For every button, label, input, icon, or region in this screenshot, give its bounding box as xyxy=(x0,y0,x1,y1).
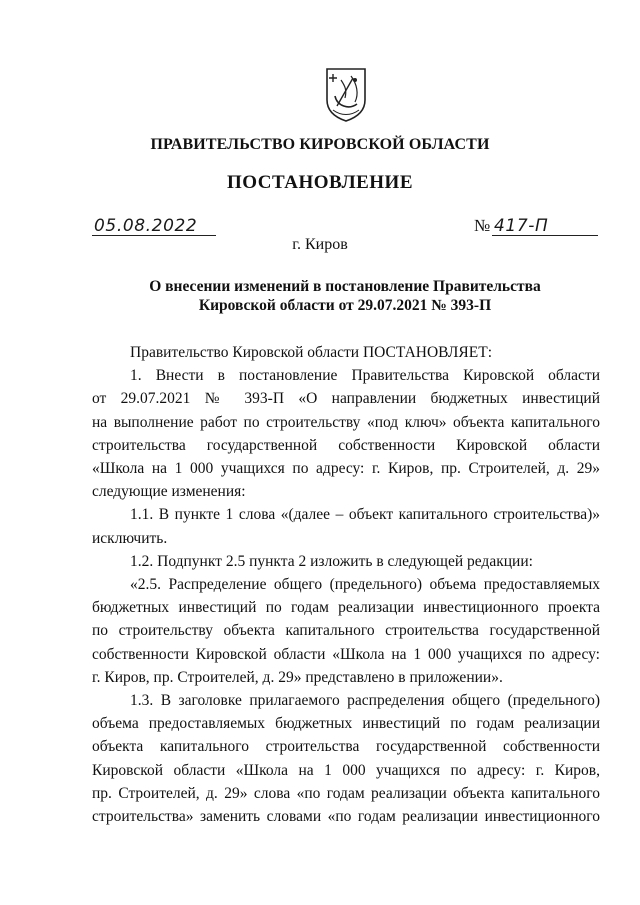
handwritten-number: 417-П xyxy=(494,216,549,236)
document-body xyxy=(92,341,600,828)
paragraph-1-line: от 29.07.2021 № 393-П «О направлении бюджетных инвестиций xyxy=(92,390,600,408)
paragraph-1-3 xyxy=(92,689,600,712)
paragraph-1-line: строительства государственной собственности Кировской области xyxy=(92,436,600,454)
paragraph-1-line: следующие изменения: xyxy=(92,483,246,501)
paragraph-1-1-line: исключить. xyxy=(92,529,168,547)
paragraph-2-5-line: «2.5. Распределение общего (предельного) объема предоставляемых xyxy=(130,576,600,594)
paragraph-2-5-line: по строительству объекта капитального строительства государственной xyxy=(92,622,600,640)
paragraph-1-3-line: объекта капитального строительства государственной собственности xyxy=(92,738,600,756)
paragraph-2-5 xyxy=(92,573,600,596)
document-type-title: ПОСТАНОВЛЕНИЕ xyxy=(226,172,414,193)
paragraph-1-line: 1. Внести в постановление Правительства Кировской области xyxy=(130,367,600,385)
number-field xyxy=(492,213,598,236)
paragraph-1-1-cont xyxy=(92,527,600,550)
paragraph-1-1 xyxy=(92,503,600,526)
paragraph-1-3-line: 1.3. В заголовке прилагаемого распределения общего (предельного) xyxy=(130,692,600,710)
paragraph-2-5-cont xyxy=(92,596,600,689)
paragraph-1-line: «Школа на 1 000 учащихся по адресу: г. Киров, пр. Строителей, д. 29» xyxy=(92,460,600,478)
paragraph-1 xyxy=(92,364,600,387)
paragraph-1-3-line: объема предоставляемых бюджетных инвестиций по годам реализации xyxy=(92,715,600,733)
paragraph-1-3-line: строительства» заменить словами «по годам реализации инвестиционного xyxy=(92,808,600,826)
subject-line-1: О внесении изменений в постановление Правительства xyxy=(149,278,541,295)
number-sign: № xyxy=(474,216,491,235)
date-field xyxy=(92,213,216,236)
coat-of-arms-emblem xyxy=(323,66,369,122)
preamble: Правительство Кировской области ПОСТАНОВЛЯЕТ: xyxy=(130,344,493,361)
paragraph-2-5-line: г. Киров, пр. Строителей, д. 29» представлено в приложении». xyxy=(92,668,503,686)
handwritten-date: 05.08.2022 xyxy=(94,216,198,236)
paragraph-1-cont xyxy=(92,387,600,503)
paragraph-1-3-line: Кировской области «Школа на 1 000 учащихся по адресу: г. Киров, xyxy=(92,761,600,779)
paragraph-1-2: 1.2. Подпункт 2.5 пункта 2 изложить в следующей редакции: xyxy=(130,552,533,570)
paragraph-2-5-line: бюджетных инвестиций по годам реализации инвестиционного проекта xyxy=(92,599,600,617)
subject-line-2: Кировской области от 29.07.2021 № 393-П xyxy=(198,297,492,314)
document-subject xyxy=(0,277,640,315)
paragraph-1-1-line: 1.1. В пункте 1 слова «(далее – объект капитального строительства)» xyxy=(130,506,600,524)
paragraph-2-5-line: собственности Кировской области «Школа на 1 000 учащихся по адресу: xyxy=(92,645,600,663)
paragraph-1-line: на выполнение работ по строительству «под ключ» объекта капитального xyxy=(92,413,600,431)
city-line: г. Киров xyxy=(292,236,348,253)
government-title: ПРАВИТЕЛЬСТВО КИРОВСКОЙ ОБЛАСТИ xyxy=(150,136,490,153)
paragraph-1-3-line: пр. Строителей, д. 29» слова «по годам реализации объекта капитального xyxy=(92,784,600,802)
paragraph-1-3-cont xyxy=(92,712,600,828)
